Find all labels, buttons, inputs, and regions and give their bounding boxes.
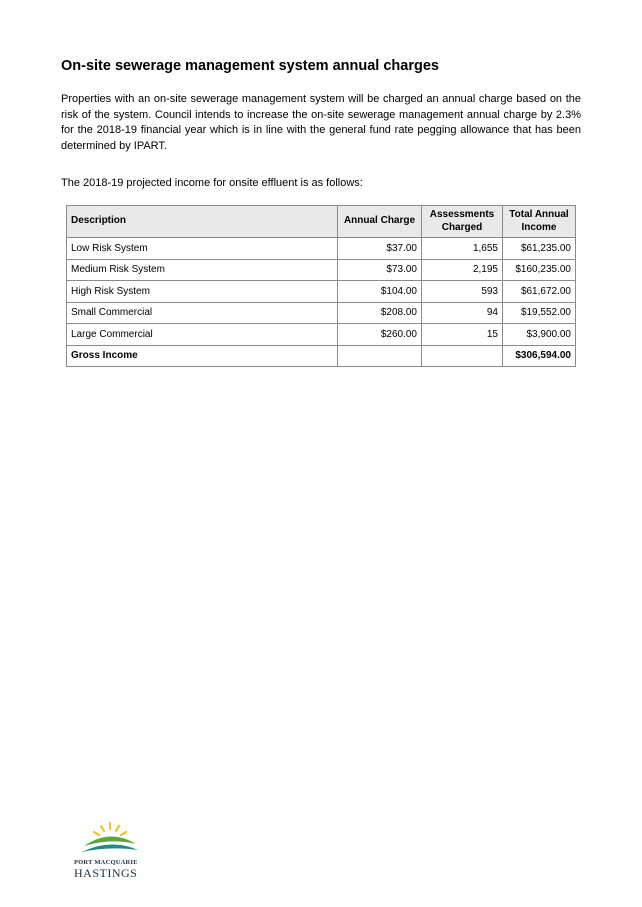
logo-text-port-macquarie: PORT MACQUARIE: [74, 859, 138, 866]
income-intro: The 2018-19 projected income for onsite effluent is as follows:: [61, 177, 363, 189]
cell-description: Large Commercial: [67, 324, 338, 346]
table-total-row: [67, 345, 576, 367]
cell-total-empty: [338, 345, 422, 367]
cell-total-label: Gross Income: [67, 345, 338, 367]
cell-total-empty: [422, 345, 503, 367]
cell-description: Small Commercial: [67, 302, 338, 324]
header-annual-charge: Annual Charge: [338, 206, 422, 238]
table-row: [67, 281, 576, 303]
table-row: [67, 324, 576, 346]
cell-annual-charge: $208.00: [338, 302, 422, 324]
cell-annual-charge: $104.00: [338, 281, 422, 303]
cell-total-income: $160,235.00: [503, 259, 576, 281]
cell-total-income: $61,235.00: [503, 238, 576, 260]
cell-description: Low Risk System: [67, 238, 338, 260]
table-header-row: [67, 206, 576, 238]
sun-icon: [94, 823, 126, 835]
cell-annual-charge: $260.00: [338, 324, 422, 346]
cell-annual-charge: $37.00: [338, 238, 422, 260]
cell-description: High Risk System: [67, 281, 338, 303]
table-row: [67, 238, 576, 260]
header-description: Description: [67, 206, 338, 238]
table-row: [67, 259, 576, 281]
income-table: [66, 205, 576, 367]
cell-assessments: 2,195: [422, 259, 503, 281]
table-row: [67, 302, 576, 324]
cell-description: Medium Risk System: [67, 259, 338, 281]
logo-text-hastings: HASTINGS: [74, 866, 138, 880]
cell-total-income: $61,672.00: [503, 281, 576, 303]
header-assessments-charged: Assessments Charged: [422, 206, 503, 238]
cell-assessments: 593: [422, 281, 503, 303]
cell-gross-income: $306,594.00: [503, 345, 576, 367]
cell-total-income: $3,900.00: [503, 324, 576, 346]
teal-wave-shape: [82, 844, 138, 852]
cell-annual-charge: $73.00: [338, 259, 422, 281]
header-total-annual-income: Total Annual Income: [503, 206, 576, 238]
page-title: On-site sewerage management system annual charges: [61, 58, 439, 74]
body-paragraph: Properties with an on-site sewerage management system will be charged an annual charge based on the risk of the system. Council intends to increase the on-site sewerage management annual charge by 2.3% for the 2018-19 financial year which is in line with the general fund rate pegging allowance that has been determined by IPART.: [61, 93, 581, 152]
cell-assessments: 94: [422, 302, 503, 324]
cell-total-income: $19,552.00: [503, 302, 576, 324]
cell-assessments: 15: [422, 324, 503, 346]
cell-assessments: 1,655: [422, 238, 503, 260]
